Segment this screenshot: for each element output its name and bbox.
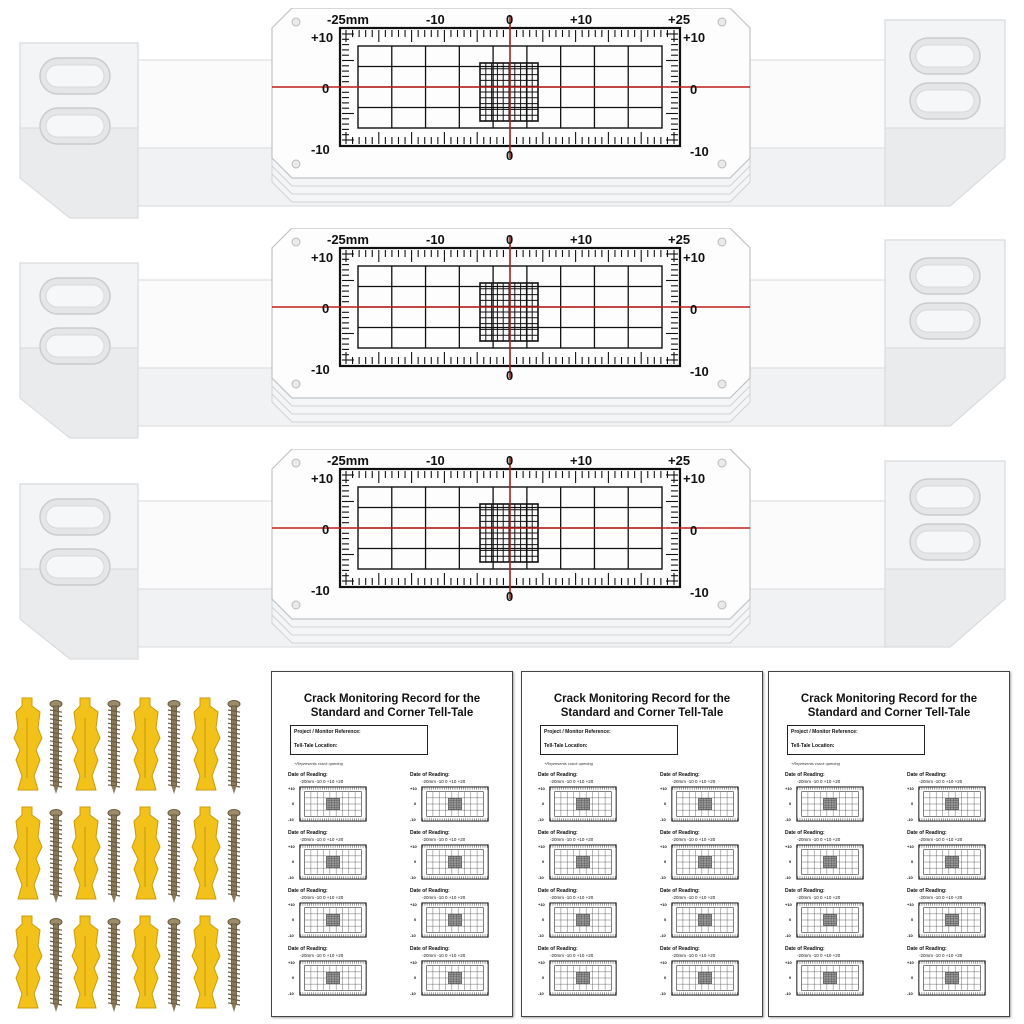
mini-grid [298, 844, 368, 880]
mini-grid [917, 960, 987, 996]
crack-opening-note: +Represents crack opening [791, 761, 840, 766]
record-y-minus: -10 [785, 933, 791, 938]
date-of-reading-label: Date of Reading: [785, 946, 825, 952]
reading-record [288, 772, 388, 828]
record-y-plus: +10 [660, 844, 667, 849]
scale-top-label: 0 [506, 232, 514, 247]
record-y-zero: 0 [292, 975, 295, 980]
date-of-reading-label: Date of Reading: [785, 888, 825, 894]
screw [228, 919, 240, 1013]
sheet-title [278, 692, 506, 720]
record-axis-labels: -20mm -10 0 +10 +20 [672, 779, 716, 784]
record-y-plus: +10 [907, 960, 914, 965]
record-y-zero: 0 [789, 859, 792, 864]
record-y-minus: -10 [288, 875, 294, 880]
record-axis-labels: -20mm -10 0 +10 +20 [550, 953, 594, 958]
scale-left-zero-label: 0 [322, 301, 330, 316]
scale-top-label: -25mm [327, 232, 369, 247]
mini-grid [670, 844, 740, 880]
reading-record [538, 830, 638, 886]
record-y-zero: 0 [292, 801, 295, 806]
record-y-minus: -10 [907, 875, 913, 880]
record-axis-labels: -20mm -10 0 +10 +20 [422, 953, 466, 958]
record-y-zero: 0 [542, 801, 545, 806]
record-y-plus: +10 [785, 960, 792, 965]
record-axis-labels: -20mm -10 0 +10 +20 [797, 953, 841, 958]
record-axis-labels: -20mm -10 0 +10 +20 [672, 837, 716, 842]
mini-grid [298, 902, 368, 938]
wall-plug [192, 807, 220, 899]
sheet-title-line-2: Standard and Corner Tell-Tale [310, 707, 474, 719]
screw [108, 701, 120, 795]
wall-plug [192, 698, 220, 790]
record-y-zero: 0 [664, 801, 667, 806]
record-y-plus: +10 [907, 786, 914, 791]
gauge-drawing [0, 449, 1024, 664]
reading-record [660, 946, 760, 1002]
scale-left-minus-label: -10 [311, 362, 330, 377]
sheet-title-line-2: Standard and Corner Tell-Tale [807, 707, 971, 719]
date-of-reading-label: Date of Reading: [410, 830, 450, 836]
record-y-minus: -10 [288, 991, 294, 996]
record-y-plus: +10 [288, 960, 295, 965]
record-y-minus: -10 [410, 817, 416, 822]
sheet-title-line-1: Crack Monitoring Record for the [303, 693, 481, 705]
wall-plug [132, 916, 160, 1008]
mini-grid [420, 844, 490, 880]
record-y-plus: +10 [907, 844, 914, 849]
record-y-minus: -10 [660, 933, 666, 938]
date-of-reading-label: Date of Reading: [660, 830, 700, 836]
gauge-drawing [0, 8, 1024, 223]
crack-opening-note: +Represents crack opening [544, 761, 593, 766]
scale-top-label: -25mm [327, 453, 369, 468]
screw [168, 810, 180, 904]
reading-record [785, 946, 885, 1002]
record-y-plus: +10 [660, 960, 667, 965]
scale-left-zero-label: 0 [322, 81, 330, 96]
record-y-zero: 0 [542, 917, 545, 922]
sheet-title-line-2: Standard and Corner Tell-Tale [560, 707, 724, 719]
record-y-minus: -10 [785, 991, 791, 996]
wall-plug [192, 916, 220, 1008]
mini-grid [670, 960, 740, 996]
reading-record [660, 772, 760, 828]
record-y-minus: -10 [660, 817, 666, 822]
record-y-plus: +10 [785, 902, 792, 907]
date-of-reading-label: Date of Reading: [660, 772, 700, 778]
scale-top-label: 0 [506, 453, 514, 468]
mini-grid [670, 902, 740, 938]
mini-grid [795, 786, 865, 822]
record-axis-labels: -20mm -10 0 +10 +20 [550, 895, 594, 900]
date-of-reading-label: Date of Reading: [288, 830, 328, 836]
mini-grid [917, 786, 987, 822]
record-sheet-3 [768, 671, 1010, 1017]
record-y-zero: 0 [414, 801, 417, 806]
reading-record [538, 946, 638, 1002]
date-of-reading-label: Date of Reading: [660, 888, 700, 894]
screw [168, 701, 180, 795]
reading-record [288, 888, 388, 944]
record-sheet-2 [521, 671, 763, 1017]
record-axis-labels: -20mm -10 0 +10 +20 [672, 895, 716, 900]
record-y-minus: -10 [660, 875, 666, 880]
reading-record [410, 772, 510, 828]
record-y-plus: +10 [538, 902, 545, 907]
mini-grid [298, 786, 368, 822]
record-y-zero: 0 [911, 917, 914, 922]
record-axis-labels: -20mm -10 0 +10 +20 [919, 837, 963, 842]
tell-tale-location-field: Tell-Tale Location: [791, 743, 835, 749]
date-of-reading-label: Date of Reading: [410, 946, 450, 952]
mini-grid [420, 902, 490, 938]
record-y-plus: +10 [660, 902, 667, 907]
project-reference-field: Project / Monitor Reference: [294, 729, 361, 735]
record-sheet-1 [271, 671, 513, 1017]
record-axis-labels: -20mm -10 0 +10 +20 [919, 779, 963, 784]
scale-right-minus-label: -10 [690, 364, 709, 379]
reading-record [660, 830, 760, 886]
screw [108, 810, 120, 904]
reading-record [660, 888, 760, 944]
reading-record [288, 830, 388, 886]
date-of-reading-label: Date of Reading: [785, 830, 825, 836]
record-axis-labels: -20mm -10 0 +10 +20 [797, 837, 841, 842]
reference-box [290, 725, 428, 755]
wall-plug [132, 807, 160, 899]
wall-plug [132, 698, 160, 790]
gauge-drawing [0, 228, 1024, 443]
fixings-hardware [0, 680, 260, 1024]
record-axis-labels: -20mm -10 0 +10 +20 [919, 953, 963, 958]
scale-left-plus-label: +10 [311, 250, 334, 265]
date-of-reading-label: Date of Reading: [288, 772, 328, 778]
mini-grid [670, 786, 740, 822]
record-y-zero: 0 [414, 917, 417, 922]
date-of-reading-label: Date of Reading: [907, 888, 947, 894]
record-y-minus: -10 [907, 817, 913, 822]
date-of-reading-label: Date of Reading: [907, 772, 947, 778]
date-of-reading-label: Date of Reading: [785, 772, 825, 778]
scale-top-label: -10 [426, 232, 445, 247]
mini-grid [795, 960, 865, 996]
record-y-minus: -10 [660, 991, 666, 996]
record-y-plus: +10 [288, 902, 295, 907]
mini-grid [795, 844, 865, 880]
record-y-zero: 0 [542, 975, 545, 980]
record-y-plus: +10 [410, 960, 417, 965]
scale-right-minus-label: -10 [690, 585, 709, 600]
record-y-minus: -10 [288, 817, 294, 822]
record-y-minus: -10 [538, 875, 544, 880]
record-y-plus: +10 [785, 844, 792, 849]
scale-left-zero-label: 0 [322, 522, 330, 537]
wall-plug [72, 807, 100, 899]
tell-tale-location-field: Tell-Tale Location: [544, 743, 588, 749]
record-y-zero: 0 [292, 859, 295, 864]
record-y-plus: +10 [410, 844, 417, 849]
record-y-minus: -10 [538, 817, 544, 822]
record-y-plus: +10 [288, 844, 295, 849]
reading-record [288, 946, 388, 1002]
reading-record [410, 888, 510, 944]
record-y-zero: 0 [664, 859, 667, 864]
record-axis-labels: -20mm -10 0 +10 +20 [797, 895, 841, 900]
record-y-minus: -10 [288, 933, 294, 938]
mini-grid [795, 902, 865, 938]
screw [168, 919, 180, 1013]
reading-record [785, 888, 885, 944]
sheet-title [775, 692, 1003, 720]
project-reference-field: Project / Monitor Reference: [791, 729, 858, 735]
date-of-reading-label: Date of Reading: [538, 830, 578, 836]
record-y-zero: 0 [911, 975, 914, 980]
record-y-minus: -10 [538, 933, 544, 938]
record-axis-labels: -20mm -10 0 +10 +20 [300, 837, 344, 842]
record-axis-labels: -20mm -10 0 +10 +20 [300, 779, 344, 784]
record-y-zero: 0 [542, 859, 545, 864]
record-axis-labels: -20mm -10 0 +10 +20 [672, 953, 716, 958]
record-y-minus: -10 [785, 875, 791, 880]
reference-box [540, 725, 678, 755]
record-y-plus: +10 [907, 902, 914, 907]
wall-plug [14, 916, 42, 1008]
record-y-zero: 0 [911, 801, 914, 806]
record-y-zero: 0 [789, 917, 792, 922]
record-y-minus: -10 [410, 875, 416, 880]
screw [50, 701, 62, 795]
record-y-zero: 0 [664, 917, 667, 922]
record-y-minus: -10 [410, 933, 416, 938]
tell-tale-gauge-1 [0, 8, 1024, 223]
record-axis-labels: -20mm -10 0 +10 +20 [550, 837, 594, 842]
record-axis-labels: -20mm -10 0 +10 +20 [550, 779, 594, 784]
date-of-reading-label: Date of Reading: [538, 946, 578, 952]
mini-grid [420, 786, 490, 822]
wall-plug [72, 698, 100, 790]
scale-right-zero-label: 0 [690, 523, 698, 538]
sheet-title-line-1: Crack Monitoring Record for the [553, 693, 731, 705]
reading-record [785, 830, 885, 886]
screw [50, 810, 62, 904]
sheet-title [528, 692, 756, 720]
record-axis-labels: -20mm -10 0 +10 +20 [797, 779, 841, 784]
scale-top-label: -25mm [327, 12, 369, 27]
reading-record [907, 888, 1007, 944]
record-y-minus: -10 [907, 933, 913, 938]
reading-record [410, 946, 510, 1002]
scale-top-label: +10 [570, 453, 593, 468]
tell-tale-gauge-2 [0, 228, 1024, 443]
record-y-plus: +10 [538, 786, 545, 791]
record-y-minus: -10 [410, 991, 416, 996]
record-y-plus: +10 [785, 786, 792, 791]
tell-tale-gauge-3 [0, 449, 1024, 664]
screw [108, 919, 120, 1013]
record-axis-labels: -20mm -10 0 +10 +20 [300, 895, 344, 900]
screw [228, 810, 240, 904]
scale-top-label: +25 [668, 453, 691, 468]
record-y-zero: 0 [292, 917, 295, 922]
scale-left-plus-label: +10 [311, 30, 334, 45]
scale-bottom-zero-label: 0 [506, 368, 514, 383]
record-axis-labels: -20mm -10 0 +10 +20 [422, 779, 466, 784]
date-of-reading-label: Date of Reading: [288, 946, 328, 952]
mini-grid [548, 786, 618, 822]
reading-record [785, 772, 885, 828]
mini-grid [548, 960, 618, 996]
date-of-reading-label: Date of Reading: [907, 946, 947, 952]
record-y-zero: 0 [789, 975, 792, 980]
date-of-reading-label: Date of Reading: [288, 888, 328, 894]
reading-record [907, 830, 1007, 886]
reference-box [787, 725, 925, 755]
wall-plug [72, 916, 100, 1008]
date-of-reading-label: Date of Reading: [660, 946, 700, 952]
scale-right-plus-label: +10 [683, 30, 706, 45]
record-y-plus: +10 [288, 786, 295, 791]
record-y-plus: +10 [410, 786, 417, 791]
scale-top-label: +25 [668, 12, 691, 27]
record-y-plus: +10 [410, 902, 417, 907]
project-reference-field: Project / Monitor Reference: [544, 729, 611, 735]
mini-grid [298, 960, 368, 996]
date-of-reading-label: Date of Reading: [538, 772, 578, 778]
scale-right-plus-label: +10 [683, 471, 706, 486]
reading-record [907, 946, 1007, 1002]
record-axis-labels: -20mm -10 0 +10 +20 [919, 895, 963, 900]
scale-right-plus-label: +10 [683, 250, 706, 265]
scale-top-label: +10 [570, 12, 593, 27]
record-axis-labels: -20mm -10 0 +10 +20 [422, 895, 466, 900]
mini-grid [917, 844, 987, 880]
scale-bottom-zero-label: 0 [506, 148, 514, 163]
reading-record [907, 772, 1007, 828]
record-y-minus: -10 [538, 991, 544, 996]
date-of-reading-label: Date of Reading: [538, 888, 578, 894]
screw [50, 919, 62, 1013]
record-axis-labels: -20mm -10 0 +10 +20 [422, 837, 466, 842]
date-of-reading-label: Date of Reading: [410, 888, 450, 894]
wall-plug [14, 698, 42, 790]
record-y-zero: 0 [789, 801, 792, 806]
record-axis-labels: -20mm -10 0 +10 +20 [300, 953, 344, 958]
scale-top-label: +25 [668, 232, 691, 247]
date-of-reading-label: Date of Reading: [907, 830, 947, 836]
scale-left-plus-label: +10 [311, 471, 334, 486]
record-y-plus: +10 [538, 844, 545, 849]
mini-grid [420, 960, 490, 996]
date-of-reading-label: Date of Reading: [410, 772, 450, 778]
tell-tale-location-field: Tell-Tale Location: [294, 743, 338, 749]
record-y-zero: 0 [414, 975, 417, 980]
record-y-plus: +10 [660, 786, 667, 791]
scale-top-label: -10 [426, 12, 445, 27]
record-y-zero: 0 [414, 859, 417, 864]
crack-opening-note: +Represents crack opening [294, 761, 343, 766]
mini-grid [548, 844, 618, 880]
record-y-zero: 0 [664, 975, 667, 980]
scale-bottom-zero-label: 0 [506, 589, 514, 604]
scale-left-minus-label: -10 [311, 583, 330, 598]
reading-record [410, 830, 510, 886]
record-y-minus: -10 [785, 817, 791, 822]
mini-grid [548, 902, 618, 938]
screw [228, 701, 240, 795]
scale-right-zero-label: 0 [690, 302, 698, 317]
scale-top-label: -10 [426, 453, 445, 468]
reading-record [538, 888, 638, 944]
wall-plug [14, 807, 42, 899]
scale-top-label: 0 [506, 12, 514, 27]
scale-right-zero-label: 0 [690, 82, 698, 97]
record-y-plus: +10 [538, 960, 545, 965]
scale-left-minus-label: -10 [311, 142, 330, 157]
scale-top-label: +10 [570, 232, 593, 247]
reading-record [538, 772, 638, 828]
scale-right-minus-label: -10 [690, 144, 709, 159]
record-y-minus: -10 [907, 991, 913, 996]
mini-grid [917, 902, 987, 938]
sheet-title-line-1: Crack Monitoring Record for the [800, 693, 978, 705]
record-y-zero: 0 [911, 859, 914, 864]
